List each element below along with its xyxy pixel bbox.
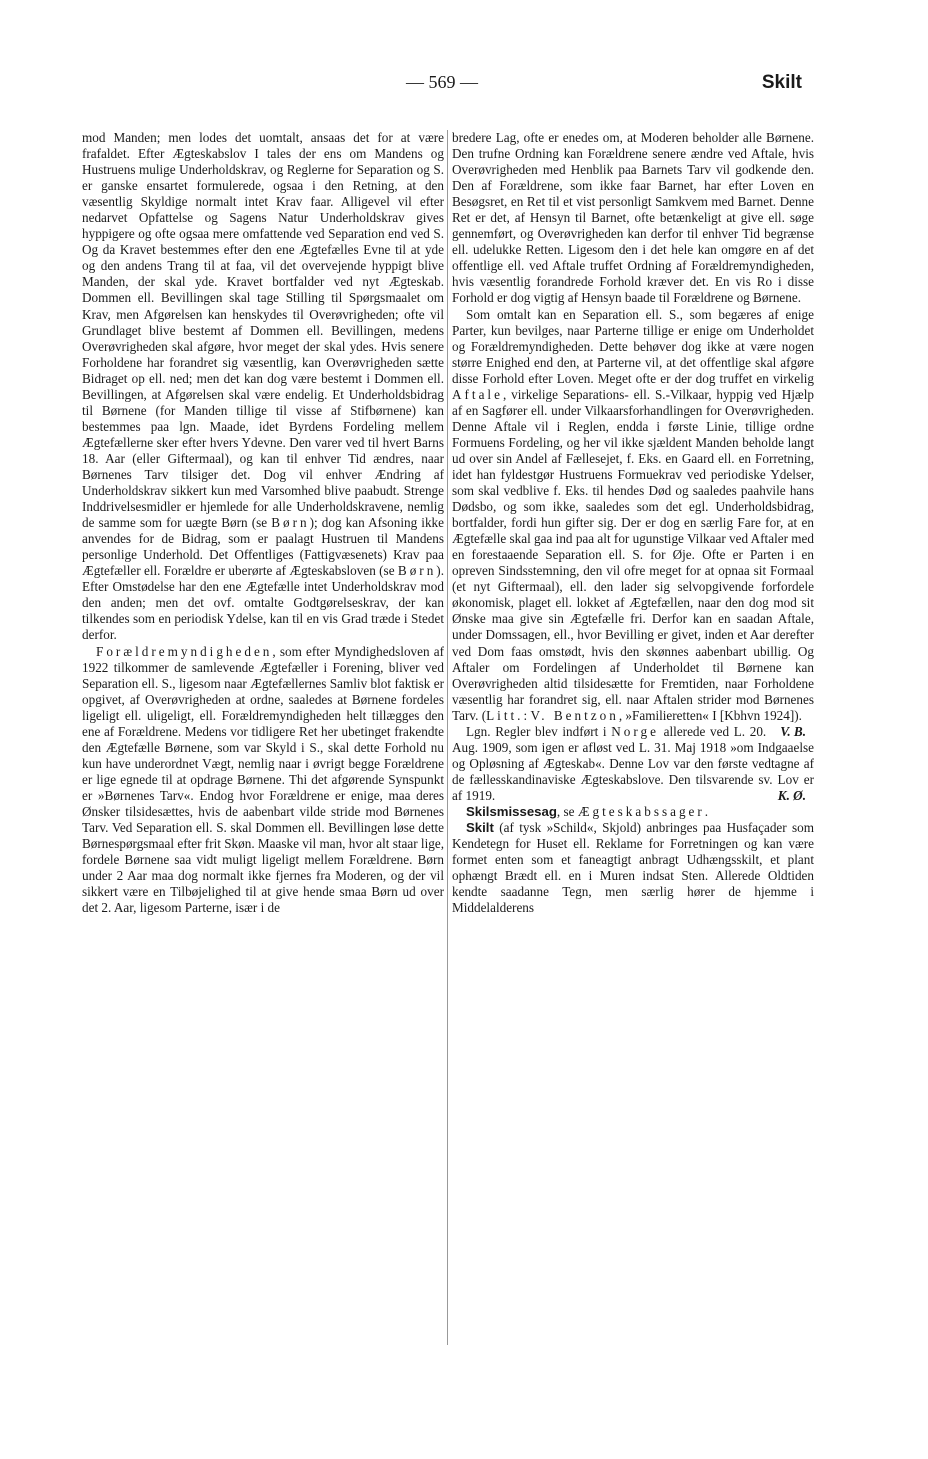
text-segment: , se (556, 803, 578, 819)
left-paragraph-1 (82, 130, 444, 644)
entry-lemma: Skilt (466, 820, 494, 836)
text-segment: , som efter Myndighedsloven af 1922 tilkommer de samlevende Ægtefæller i Forening, bliver ved Separation ell. S., ligesom naar Ægtefællernes Samliv blot faktisk er opgivet, af Overøvrigheden at ordne, saaledes at Børnene fordeles ligeligt ell. uligeligt, ell. Forældremyndigheden helt tillægges den ene af Forældrene. Medens vor tidligere Ret her ubetinget frakendte den Ægtefælle Børnene, som var Skyld i S., skal dette Forhold nu kun have underordnet Vægt, nemlig naar i øvrigt begge Forældrene er lige egnede til at opdrage Børnene. Thi det afgørende Synspunkt er »Børnenes Tarv«. Endog hvor Forældrene er enige, maa deres Ønsker tilsidesættes, hvis de aabenbart vilde stride mod Børnenes Tarv. Ved Separation ell. S. skal Dommen ell. Bevillingen løse dette Børnespørgsmaal efter frit Skøn. Maaske vil man, hvor alt staar lige, fordele Børnene saa vidt muligt ligeligt mellem Forældrene. Børn under 2 Aar maa dog normalt ikke fjernes fra Moderen, og der vil sikkert være en Tilbøjelighed til at give hende smaa Børn ud over det 2. Aar, ligesom Parterne, især i de (82, 643, 444, 916)
country-term: Norge (611, 723, 659, 739)
right-paragraph-3 (452, 724, 814, 804)
running-head: Skilt (761, 72, 802, 93)
text-segment: bredere Lag, ofte er enedes om, at Moderen beholder alle Børnene. Den trufne Ordning kan Forældrene senere ændre ved Aftale, hvis Overøvrigheden med Henblik paa Barnets Tarv vil godkende den. Den af Forældrene, som ikke faar Barnet, har efter Loven en Besøgsret, en Ret til et vist personligt Samkvem med Barnet. Denne Ret er det, af Hensyn til Barnet, ofte betænkeligt at give ell. søge gennemført, og Overøvrigheden kan derfor til enhver Tid begrænse ell. udelukke Retten. Ligesom den i det hele kan omgøre en af det offentlige ell. ved Aftale truffet Ordning af Forældremyndigheden, hvis væsentlig forandrede Forhold kræver det. En vis Ro i disse Forhold er dog vigtig af Hensyn baade til Forældrene og Børnene. (452, 130, 814, 306)
page-header (82, 72, 802, 100)
literature-author: V. Bentzon (530, 707, 619, 723)
text-segment: (af tysk »Schild«, Skjold) anbringes paa Husfaçader som Kendetegn for Huset ell. Reklame for Forretningen og kan være formet enten som et faneagtigt anbragt Udhængsskilt, et plant ophængt Brædt ell. en i Muren indsat Sten. Allerede Oldtiden kendte saadanne Tegn, men særlig hører de hjemme i Middelalderens (452, 820, 814, 916)
entry-skilt (452, 820, 814, 916)
page-number: — 569 — (406, 72, 478, 92)
text-segment: Som omtalt kan en Separation ell. S., som begæres af enige Parter, kun bevilges, naar Parterne tillige er enige om Underholdet og Forældremyndigheden. Dette behøver dog ikke at være nogen større Enighed end den, at Parterne vil, at det offentlige skal afgøre disse Forhold efter Loven. Meget ofte er der dog truffet en virkelig (452, 306, 814, 386)
text-segment: : (523, 707, 531, 723)
text-segment: mod Manden; men lodes det uomtalt, ansaas det for at være frafaldet. Efter Ægteskabslov I tales der ens om Mandens og Hustruens mulige Underholdskrav, og Reglerne for Separation og S. er ganske ensartet formulerede, ogsaa i den Retning, at den væsentlig Skyldige normalt intet Krav faar. Alligevel vil efter nedarvet Opfattelse og Sagens Natur Underholdskrav gives hyppigere og ofte ogsaa mere omfattende ved Separation end ved S. Og da Kravet bestemmes efter den ene Ægtefælles Evne til at yde og den andens Trang til at faa, vil det overvejende hyppigt blive Manden, der skal yde. Kravet bortfalder ved nyt Ægteskab. Dommen ell. Bevillingen skal tage Stilling til Spørgsmaalet om Krav, men Afgørelsen kan henskydes til Overøvrigheden; ofte vil Grundlaget blive bestemt af Dommen ell. Bevillingen, medens Overøvrigheden skal afgøre, hvor meget der skal ydes. Hvis senere Forholdene har forandret sig væsentlig, kan Overøvrigheden sætte Bidraget op ell. ned; men det kan dog være bestemt i Dommen ell. Bevillingen, at Afgørelsen skal være endelig. Et Underholdsbidrag til Børnene (for Manden tillige til visse af Stifbørnene) kan bestemmes paa lgn. Maade, idet Byrdens Fordeling mellem Ægtefællerne sker efter hvers Ydevne. Den varer ved til hvert Barns 18. Aar (eller Giftermaal), og kan til enhver Tid ændres, naar Børnenes Tarv tilsiger det. Dog vil enhver Ændring af Underholdskrav sikkert kun med Varsomhed blive paabudt. Strenge Inddrivelsesmidler er hjemlede for alle Underholdskravene, nemlig de samme som for uægte Børn (se (82, 130, 444, 531)
text-segment: allerede ved L. 20. Aug. 1909, som igen er afløst ved L. 31. Maj 1918 »om Indgaaelse og Opløsning af Ægteskab«. Denne Lov var den første vedtagne af de fællesskandinaviske Ægteskabslove. Den tilsvarende sv. Lov er af 1919. (452, 723, 814, 803)
cross-reference: Børn (397, 563, 437, 579)
text-segment: , virkelige Separations- ell. S.-Vilkaar, hyppig ved Hjælp af en Sagfører ell. under Vilkaarsforhandlingen for Overøvrigheden. Denne Aftale vil i Reglen, endda i første Linie, tillige ordne Formuens Fordeling, og her vil ikke sjældent Manden beholde langt ud over sin Andel af Fællesejet, f. Eks. en Gaard ell. en Forretning, idet han fyldestgør Hustruens Formuekrav ved periodiske Ydelser, som skal vedblive f. Eks. til hendes Død og saaledes paahvile hans Dødsbo, og som ikke, saaledes som det egl. Underholdsbidrag, bortfalder, fordi hun gifter sig. Der er dog en særlig Fare for, at en Ægtefælle skal gaa ind paa alt for ugunstige Vilkaar ved Aftaler med en forestaaende Separation ell. S. for Øje. Ofte er Parten i en opreven Sindsstemning, den vil ofre meget for at opnaa sit Formaal (et nyt Giftermaal), ell. den lader sig selvopgivende forfordele økonomisk, plaget ell. lokket af Ægtefællen, naar den dog mod sit Ønske maa give sin Ægtefælle fri. Derfor kan en saadan Aftale, under Domssagen, ell., hvor Bevilling er givet, inden et Aar derefter ved Dom faas omstødt, hvis den skønnes aabenbart ubillig. Og Aftaler om Fordelingen af Underholdet til Børnene kan Overøvrigheden altid tilsidesætte for Fremtiden, naar Forholdene væsentlig har forandret sig, ell. naar Aftalen strider mod Børnenes Tarv. ( (452, 386, 814, 723)
author-signature: K. Ø. (777, 787, 806, 803)
text-segment: . (704, 803, 709, 819)
text-segment: ); dog kan Afsoning ikke anvendes for de Bidrag, som er paalagt Hustruen til Mandens personlige Underhold. Det Offentliges (Fattigvæsenets) Krav paa Ægtefæller ell. Forældre er uberørte af Ægteskabsloven (se (82, 515, 444, 579)
literature-label: Litt. (486, 707, 524, 723)
section-term: Forældremyndigheden (96, 643, 273, 659)
entry-lemma: Skilsmissesag (466, 803, 557, 819)
right-paragraph-1 (452, 130, 814, 307)
left-paragraph-2 (82, 644, 444, 917)
text-segment: , »Familieretten« I [Kbhvn 1924]). (618, 707, 802, 723)
cross-reference: Ægteskabssager (577, 803, 705, 819)
left-column (82, 130, 444, 1345)
entry-skilsmissesag (452, 804, 814, 820)
text-segment: ). Efter Omstødelse har den ene Ægtefælle intet Underholdskrav mod den anden; men det ovf. omtalte Godtgørelseskrav, der kan tilkendes som en periodisk Ydelse, kan til en vis Grad træde i Stedet derfor. (82, 563, 444, 643)
text-segment: Lgn. Regler blev indført i (466, 723, 612, 739)
column-divider (447, 130, 448, 1345)
right-column (452, 130, 814, 1345)
section-term: Aftale (452, 386, 503, 402)
cross-reference: Børn (271, 515, 310, 531)
author-signature: V. B. (780, 723, 806, 739)
